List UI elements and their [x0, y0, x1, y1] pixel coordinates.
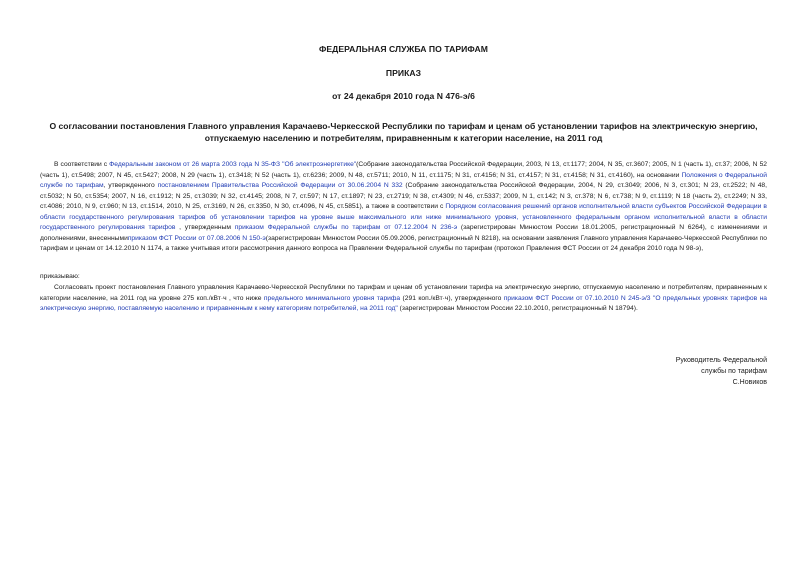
preamble-text-2: (Собрание законодательства Российской Федерации, 2003, N 13, ст.1177; 2004, N 35, ст.3607; 2005, N 1 (часть 1), ст.37; 2006, N 52 (часть 1), ст.5498; 2007, N 45, ст.5427; 2008, N 29 (часть 1), ст.3418; N 52 (часть 1), ст.6236; 2009, N 48, ст.5711; 2010, N 11, ст.1175; N 31, ст.4156; N 31, ст.4157; N 31, ст.4158; N 31, ст.4160), на основании: [40, 161, 768, 179]
document-date-number: от 24 декабря 2010 года N 476-э/6: [332, 91, 475, 101]
preamble-text-1: В соответствии с: [54, 161, 110, 168]
agency-heading: ФЕДЕРАЛЬНАЯ СЛУЖБА ПО ТАРИФАМ: [319, 44, 488, 54]
preamble-text-4: (Собрание законодательства Российской Федерации, 2004, N 29, ст.3049; 2006, N 3, ст.301; N 23, ст.2522; N 48, ст.5032; N 50, ст.5354; 2007, N 16, ст.1912; N 25, ст.3039; N 32, ст.4145; 2008, N 7, ст.597; N 17, ст.1897; N 23, ст.2719; N 38, ст.4309; N 46, ст.5337; 2009, N 1, ст.142; N 3, ст.378; N 6, ст.738; N 9, ст.1119; N 18 (часть 2), ст.2249; N 33, ст.4086; 2010, N 9, ст.960; N 13, ст.1514, 2010, N 25, ст.3169, N 26, ст.3350, N 30, ст.4096, N 45, ст.5851), а также в соответствии с: [40, 182, 767, 210]
signature-position: Руководитель Федеральной: [675, 357, 767, 364]
preamble-paragraph: [40, 160, 767, 255]
preamble-text-3: , утвержденного: [103, 182, 158, 189]
document-type-heading: ПРИКАЗ: [385, 68, 422, 78]
order-word: приказываю:: [40, 273, 80, 280]
preamble-text-6: (зарегистрирован Минюстом России 18.01.2005, регистрационный N 6264), с изменениями и дополнениями, внесенными: [40, 224, 768, 242]
signature-agency: службы по тарифам: [701, 368, 767, 375]
order-text-2: (291 коп./кВт·ч), утвержденного: [400, 294, 504, 302]
signature-block: [567, 355, 767, 388]
order-paragraph: [40, 283, 767, 315]
link-order-245e3[interactable]: приказом ФСТ России от 07.10.2010 N 245-э/3 "О предельных уровнях тарифов на электрическую энергию, поставляемую населению и приравненным к нему категориям потребителей, на 2011 год": [40, 294, 767, 312]
link-order-236e[interactable]: приказом Федеральной службы по тарифам от 07.12.2004 N 236-э: [234, 224, 458, 231]
link-fst-regulation[interactable]: Положения о Федеральной службе по тарифам: [40, 171, 767, 189]
document-title: О согласовании постановления Главного управления Карачаево-Черкесской Республики по тарифам и ценам об установлении тарифов на электрическую энергию, отпускаемую населению и потребителям, приравненным к категории население, на 2011 год: [49, 121, 758, 143]
link-government-decree-332[interactable]: постановлением Правительства Российской Федерации от 30.06.2004 N 332: [157, 182, 403, 189]
link-federal-law-35fz[interactable]: Федеральным законом от 26 марта 2003 года N 35-ФЗ "Об электроэнергетике": [109, 161, 357, 168]
preamble-text-5: , утвержденным: [175, 224, 235, 231]
link-order-150e[interactable]: приказом ФСТ России от 07.08.2006 N 150-э: [127, 234, 266, 242]
preamble-text-7: (зарегистрирован Минюстом России 05.09.2006, регистрационный N 8218), на основании заявления Главного управления Карачаево-Черкесской Республики по тарифам и ценам от 14.12.2010 N 1174, а также учитывая итоги рассмотрения данного вопроса на Правлении Федеральной службы по тарифам (протокол Правления ФСТ России от 24 декабря 2010 года N 98-э),: [40, 234, 767, 252]
signature-name: С.Новиков: [732, 379, 767, 386]
link-approval-procedure[interactable]: Порядком согласования решений органов исполнительной власти субъектов Российской Федерации в области государственного регулирования тарифов об установлении тарифов на уровне выше максимального или ниже минимального уровня, установленного федеральным органом исполнительной власти в области государственного регулирования тарифов: [40, 203, 767, 231]
order-text-3: (зарегистрирован Минюстом России 22.10.2010, регистрационный N 18794).: [397, 305, 638, 312]
link-min-tariff-level[interactable]: предельного минимального уровня тарифа: [263, 294, 401, 302]
order-text-1: Согласовать проект постановления Главного управления Карачаево-Черкесской Республики по тарифам и ценам об установлении тарифа на электрическую энергию, отпускаемую населению и потребителям, приравненным к категории население, на 2011 год на уровне 275 коп./кВт·ч , что ниже: [40, 284, 767, 302]
